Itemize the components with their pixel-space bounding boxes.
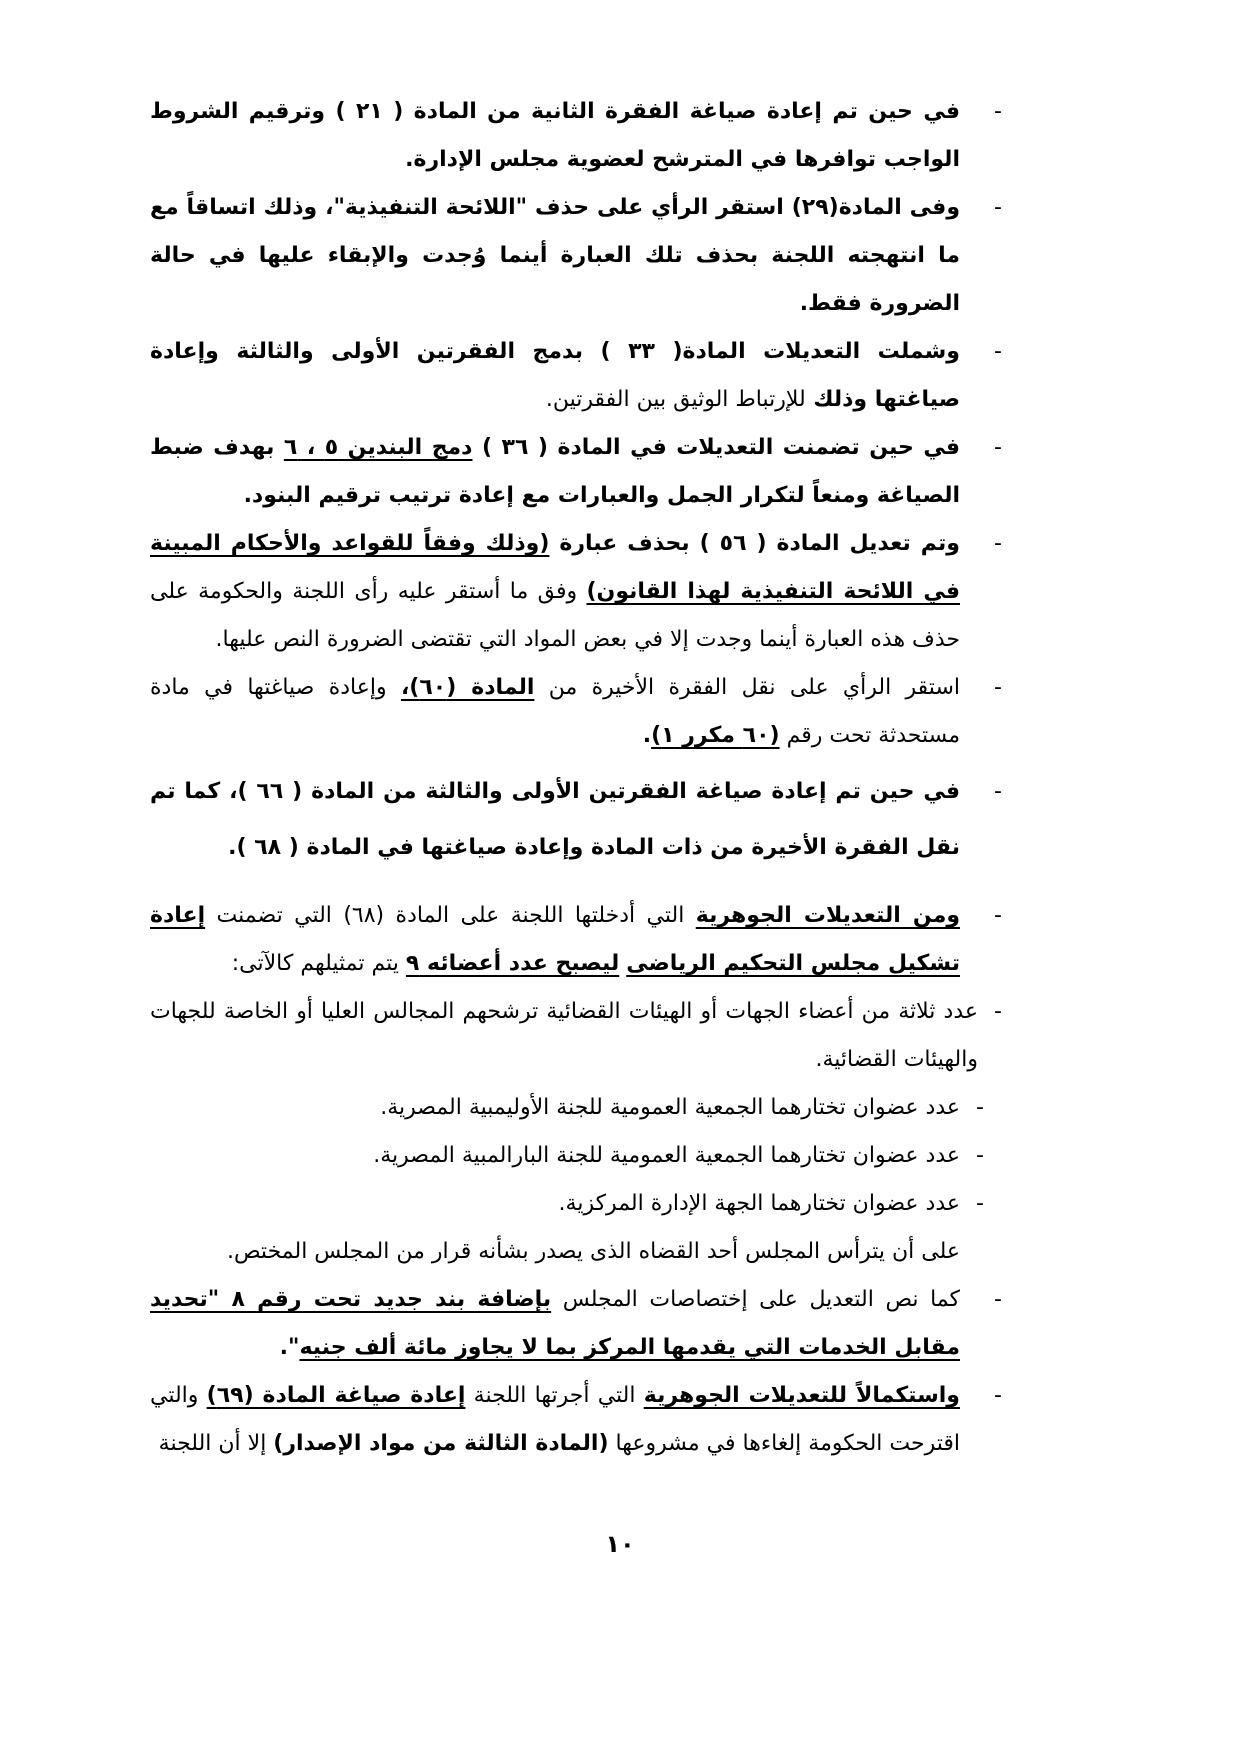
chair-note: على أن يترأس المجلس أحد القضاه الذى يصدر بشأنه قرار من المجلس المختص.: [226, 1239, 960, 1264]
emphasized-text: واستكمالاً للتعديلات الجوهرية: [643, 1383, 960, 1408]
page-number: ١٠: [605, 1530, 635, 1558]
text-run: في حين تم إعادة صياغة الفقرة الثانية من المادة ( ٢١ ) وترقيم الشروط الواجب توافرها في المترشح لعضوية مجلس الإدارة.: [150, 99, 960, 172]
paragraph-item: [150, 184, 1002, 328]
paragraph-item: [150, 1372, 1002, 1468]
text-run: كما نص التعديل على إختصاصات المجلس: [551, 1287, 960, 1312]
bullet-dash: -: [994, 1383, 1002, 1408]
bullet-dash: -: [976, 1191, 984, 1216]
member-text: عدد ثلاثة من أعضاء الجهات أو الهيئات القضائية ترشحهم المجالس العليا أو الخاصة للجهات والهيئات القضائية.: [150, 999, 978, 1072]
emphasized-text: ومن التعديلات الجوهرية: [695, 903, 961, 928]
paragraph-item: [150, 664, 1002, 760]
emphasized-text: دمج البندين ٥ ، ٦: [283, 435, 473, 460]
text-run: إلا أن اللجنة: [158, 1431, 274, 1456]
document-page: [150, 88, 1002, 1468]
member-item: [150, 1084, 1002, 1132]
member-item: [150, 1180, 1002, 1228]
council-members-list: [150, 988, 1002, 1228]
text-run: ".: [279, 1335, 300, 1360]
paragraph-item: [150, 520, 1002, 664]
member-text: عدد عضوان تختارهما الجهة الإدارة المركزية.: [558, 1191, 960, 1216]
text-run: وفق ما أستقر عليه رأى اللجنة والحكومة على حذف هذه العبارة أينما وجدت إلا في بعض المواد التي تقتضى الضرورة النص عليها.: [150, 579, 960, 652]
bullet-dash: -: [994, 1287, 1002, 1312]
emphasized-text: إعادة صياغة المادة (٦٩): [206, 1383, 466, 1408]
text-run: وشملت التعديلات المادة( ٣٣ ) بدمج الفقرتين الأولى والثالثة وإعادة صياغتها وذلك: [150, 339, 960, 412]
text-run: وتم تعديل المادة ( ٥٦ ) بحذف عبارة: [549, 531, 960, 556]
paragraph-item: [150, 88, 1002, 184]
bullet-dash: -: [994, 779, 1002, 804]
bullet-dash: -: [994, 903, 1002, 928]
bullet-dash: -: [994, 531, 1002, 556]
text-run: وفى المادة(٢٩) استقر الرأي على حذف "اللائحة التنفيذية"، وذلك اتساقاً مع ما انتهجته اللجنة بحذف تلك العبارة أينما وُجدت والإبقاء عليها في حالة الضرورة فقط.: [150, 195, 960, 316]
member-item: [150, 1132, 1002, 1180]
text-run: التي أجرتها اللجنة: [465, 1383, 644, 1408]
bullet-dash: -: [994, 339, 1002, 364]
paragraph-item: [150, 764, 1002, 876]
text-run: التي أدخلتها اللجنة على المادة (٦٨) التي تضمنت: [205, 903, 696, 928]
bullet-dash: -: [994, 195, 1002, 220]
emphasized-text: (وذلك وفقاً للقواعد والأحكام المبينة في اللائحة التنفيذية لهذا القانون): [150, 531, 960, 604]
text-run: بهدف ضبط الصياغة ومنعاً لتكرار الجمل والعبارات مع إعادة ترتيب ترقيم البنود.: [150, 435, 960, 508]
emphasized-text: المادة (٦٠)،: [400, 675, 535, 700]
text-run: في حين تم إعادة صياغة الفقرتين الأولى والثالثة من المادة ( ٦٦ )، كما تم نقل الفقرة الأخيرة من ذات المادة وإعادة صياغتها في المادة ( ٦٨ ).: [150, 779, 960, 860]
paragraph-item: [150, 424, 1002, 520]
text-run: في حين تضمنت التعديلات في المادة ( ٣٦ ): [472, 435, 961, 460]
text-run: للإرتباط الوثيق بين الفقرتين.: [545, 387, 806, 412]
paragraph-item: [150, 328, 1002, 424]
bullet-dash: -: [976, 1143, 984, 1168]
bullet-dash: -: [976, 1095, 984, 1120]
bullet-dash: -: [994, 435, 1002, 460]
member-text: عدد عضوان تختارهما الجمعية العمومية للجنة البارالمبية المصرية.: [373, 1143, 960, 1168]
emphasized-text: (٦٠ مكرر ١): [651, 723, 780, 748]
bullet-dash: -: [994, 99, 1002, 124]
amendments-list-continued: [150, 1276, 1002, 1468]
emphasized-text: ليصبح عدد أعضائه ٩: [405, 951, 620, 976]
text-run: استقر الرأي على نقل الفقرة الأخيرة من: [534, 675, 960, 700]
member-item: [150, 988, 1002, 1084]
member-text: عدد عضوان تختارهما الجمعية العمومية للجنة الأوليمبية المصرية.: [380, 1095, 960, 1120]
amendments-list: [150, 88, 1002, 988]
emphasized-text: بإضافة بند جديد تحت رقم ٨ "تحديد مقابل الخدمات التي يقدمها المركز بما لا يجاوز مائة ألف جنيه: [150, 1287, 960, 1360]
text-run: يتم تمثيلهم كالآتى:: [231, 951, 406, 976]
paragraph-item: [150, 892, 1002, 988]
text-run: والتي اقترحت الحكومة إلغاءها في مشروعها: [150, 1383, 960, 1456]
bullet-dash: -: [994, 675, 1002, 700]
text-run: (المادة الثالثة من مواد الإصدار): [273, 1431, 609, 1456]
paragraph-item: [150, 1276, 1002, 1372]
text-run: .: [642, 723, 652, 748]
emphasized-text: إعادة تشكيل مجلس التحكيم الرياضى: [150, 903, 960, 976]
text-run: وإعادة صياغتها في مادة مستحدثة تحت رقم: [150, 675, 960, 748]
bullet-dash: -: [994, 999, 1002, 1024]
